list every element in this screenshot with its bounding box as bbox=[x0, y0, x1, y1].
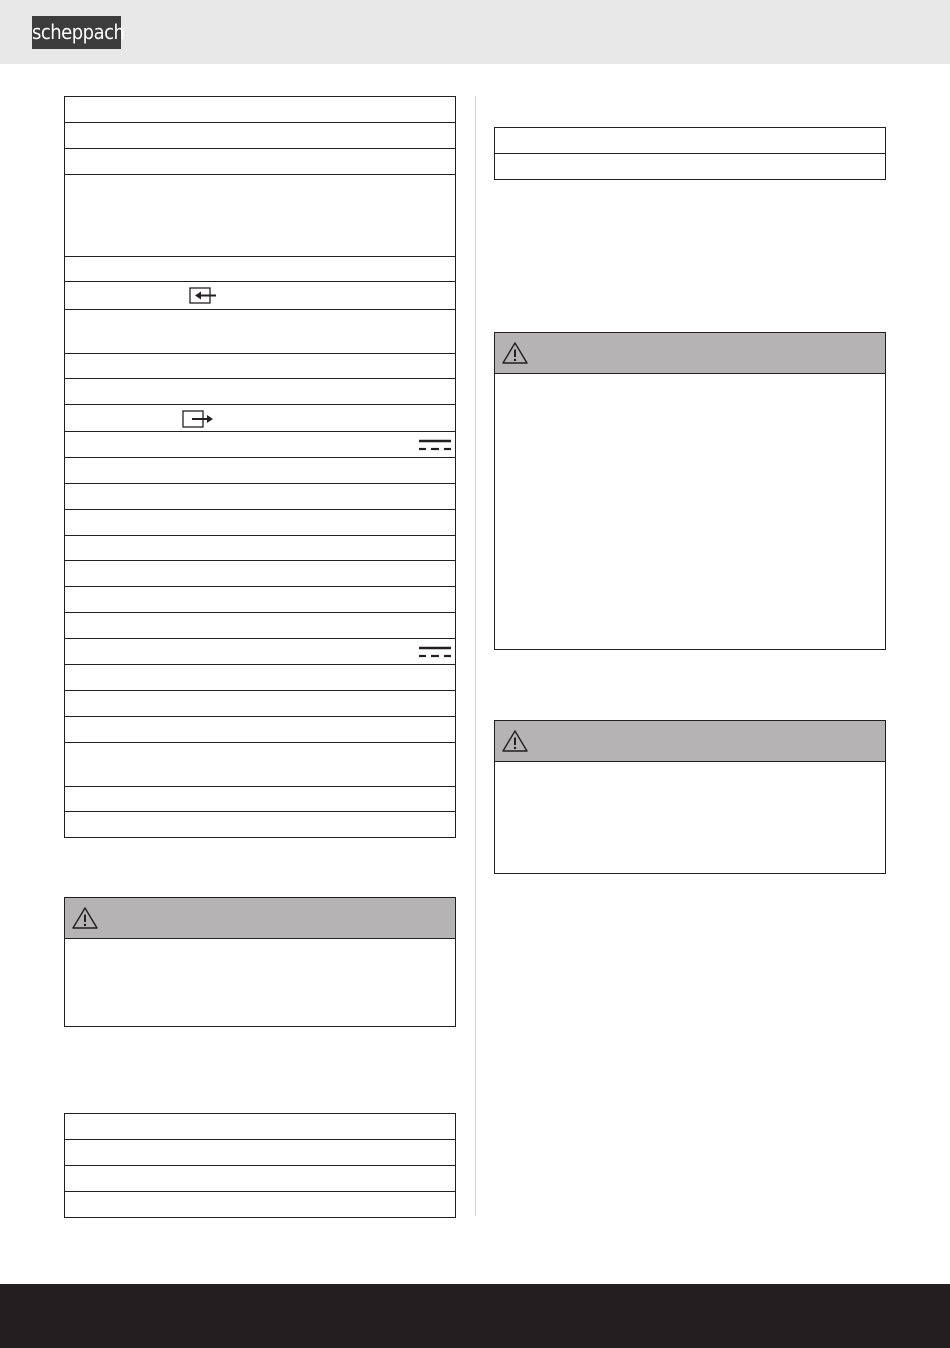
table-row bbox=[65, 812, 456, 838]
table-row bbox=[65, 149, 456, 175]
table-row bbox=[65, 123, 456, 149]
table-row bbox=[65, 1114, 456, 1140]
table-row bbox=[65, 743, 456, 787]
table-row bbox=[65, 354, 456, 379]
table-row bbox=[65, 1140, 456, 1166]
warning-box bbox=[494, 720, 886, 874]
table-row bbox=[65, 379, 456, 405]
table-row bbox=[65, 587, 456, 613]
table-row bbox=[65, 405, 456, 432]
table-row bbox=[65, 561, 456, 587]
page-header bbox=[0, 0, 950, 64]
table-row bbox=[65, 432, 456, 458]
table-row bbox=[65, 665, 456, 691]
table-row bbox=[65, 691, 456, 717]
table-row bbox=[65, 639, 456, 665]
warning-header bbox=[495, 721, 885, 762]
table-row bbox=[65, 310, 456, 354]
table-row bbox=[65, 613, 456, 639]
direct-current-icon bbox=[418, 646, 452, 658]
table-row bbox=[65, 458, 456, 484]
warning-header bbox=[495, 333, 885, 374]
table-row bbox=[65, 536, 456, 561]
page-footer bbox=[0, 1284, 950, 1348]
table-row bbox=[65, 484, 456, 510]
small-table-top-right bbox=[494, 127, 886, 180]
column-divider bbox=[475, 96, 476, 1216]
input-arrow-icon bbox=[189, 287, 217, 305]
table-row bbox=[495, 128, 886, 154]
direct-current-icon bbox=[418, 439, 452, 451]
warning-header bbox=[65, 898, 455, 939]
table-row bbox=[65, 282, 456, 310]
output-arrow-icon bbox=[182, 409, 214, 429]
warning-triangle-icon bbox=[501, 729, 529, 753]
warning-box bbox=[494, 332, 886, 650]
table-row bbox=[65, 1192, 456, 1218]
table-row bbox=[65, 257, 456, 282]
brand-logo: scheppach bbox=[32, 16, 121, 49]
warning-triangle-icon bbox=[501, 341, 529, 365]
technical-data-table bbox=[64, 96, 456, 838]
table-row bbox=[495, 154, 886, 180]
table-row bbox=[65, 787, 456, 812]
warning-box bbox=[64, 897, 456, 1027]
table-row bbox=[65, 175, 456, 257]
table-row bbox=[65, 1166, 456, 1192]
table-row bbox=[65, 510, 456, 536]
table-row bbox=[65, 717, 456, 743]
table-row bbox=[65, 97, 456, 123]
warning-triangle-icon bbox=[71, 906, 99, 930]
small-table-bottom-left bbox=[64, 1113, 456, 1218]
